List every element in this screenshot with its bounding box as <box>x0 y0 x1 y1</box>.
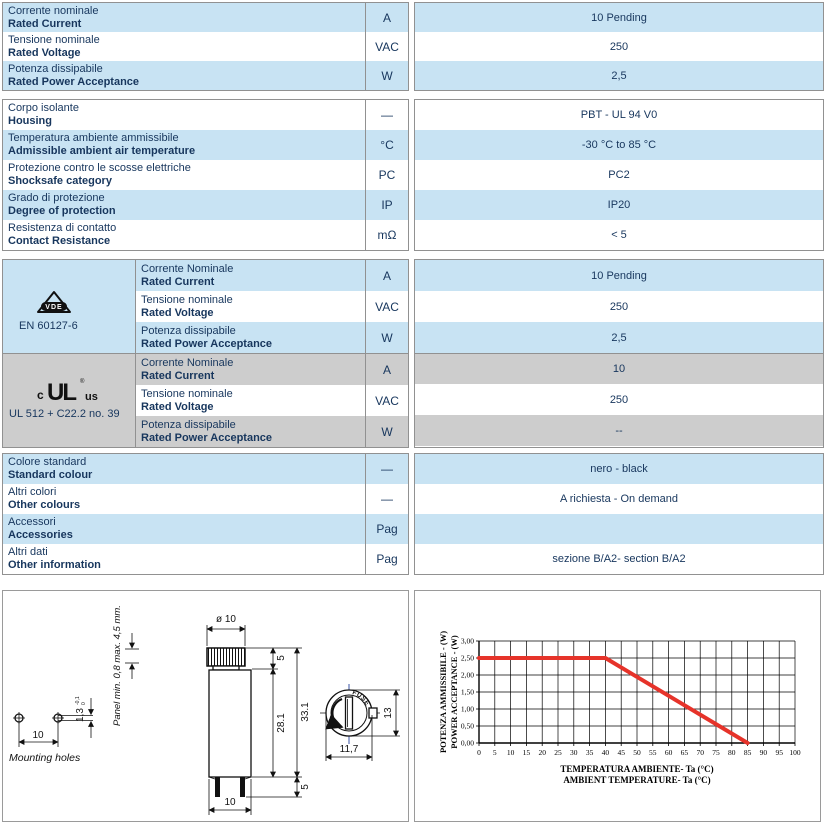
chart-tick-label: 1,50 <box>460 687 474 697</box>
slot-tol-lower: 0 <box>81 702 87 705</box>
label-english: Shocksafe category <box>8 175 112 187</box>
info-table-labels <box>2 453 409 575</box>
value-cell: -30 °C to 85 °C <box>415 130 823 160</box>
value-cell: 2,5 <box>415 322 823 353</box>
unit-cell: A <box>365 260 408 291</box>
spec-label-cell <box>3 130 365 160</box>
spec-row <box>136 291 408 322</box>
spec-row <box>3 100 408 130</box>
value-cell: 2,5 <box>415 61 823 90</box>
spec-row <box>136 260 408 291</box>
spec-row <box>136 322 408 353</box>
spec-label-cell <box>3 32 365 61</box>
label-english: Admissible ambient air temperature <box>8 145 196 157</box>
label-english: Housing <box>8 115 52 127</box>
chart-tick-label: 40 <box>601 748 610 757</box>
spec-label-cell <box>3 160 365 190</box>
unit-cell: A <box>365 354 408 385</box>
spec-row <box>3 220 408 250</box>
unit-cell: VAC <box>365 291 408 322</box>
label-english: Rated Current <box>8 17 82 30</box>
label-italian: Tensione nominale <box>141 387 233 400</box>
chart-xlabel-italian: TEMPERATURA AMBIENTE- Ta (°C) <box>560 764 714 774</box>
unit-cell: Pag <box>365 514 408 544</box>
dimension-drawing-box <box>2 590 409 822</box>
spec-label-cell <box>3 3 365 32</box>
chart-tick-label: 25 <box>554 748 562 757</box>
chart-tick-label: 95 <box>775 748 783 757</box>
ul-mark-cell <box>3 354 136 447</box>
chart-tick-label: 50 <box>633 748 641 757</box>
value-cell <box>415 514 823 544</box>
ul-logo-ul: UL <box>47 379 75 404</box>
spec-row <box>136 354 408 385</box>
value-cell: PBT - UL 94 V0 <box>415 100 823 130</box>
chart-tick-labels <box>461 637 801 757</box>
chart-tick-label: 0 <box>477 748 481 757</box>
unit-cell: — <box>365 454 408 484</box>
value-cell: sezione B/A2- section B/A2 <box>415 544 823 574</box>
chart-tick-label: 75 <box>712 748 720 757</box>
chart-tick-label: 60 <box>664 748 673 757</box>
approval-section-ul <box>3 353 408 447</box>
chart-tick-label: 45 <box>617 748 625 757</box>
spec-label-cell <box>136 385 365 416</box>
spec-label-cell <box>3 220 365 250</box>
total-height-dim: 33.1 <box>300 702 311 722</box>
chart-tick-label: 5 <box>492 748 497 757</box>
approvals-table-values <box>414 259 824 448</box>
spec-table-ratings <box>2 2 824 91</box>
unit-cell: °C <box>365 130 408 160</box>
spec-row <box>3 454 408 484</box>
unit-cell: VAC <box>365 32 408 61</box>
label-english: Rated Current <box>141 275 215 288</box>
spec-row <box>3 160 408 190</box>
unit-cell: VAC <box>365 385 408 416</box>
value-cell: 10 Pending <box>415 3 823 32</box>
unit-cell: A <box>365 3 408 32</box>
derating-chart-box <box>414 590 821 822</box>
slot-width-dim: 1,3 <box>75 708 86 722</box>
spec-row <box>3 544 408 574</box>
front-height-dim: 13 <box>383 707 394 719</box>
approvals-table-labels <box>2 259 409 448</box>
body-height-dim: 28.1 <box>276 713 287 733</box>
vde-logo-letters: VDE <box>45 304 63 311</box>
chart-tick-label: 35 <box>585 748 594 757</box>
value-cell: nero - black <box>415 454 823 484</box>
spec-row <box>3 130 408 160</box>
label-english: Rated Voltage <box>141 306 214 319</box>
chart-tick-label: 0,50 <box>460 721 474 731</box>
chart-xlabel-english: AMBIENT TEMPERATURE- Ta (°C) <box>563 775 711 785</box>
ul-logo <box>35 374 107 404</box>
unit-cell: W <box>365 61 408 90</box>
spec-row <box>3 190 408 220</box>
slot-tol-upper: -0,1 <box>75 696 81 705</box>
unit-cell: IP <box>365 190 408 220</box>
label-italian: Altri dati <box>8 546 48 558</box>
approval-standard: EN 60127-6 <box>19 320 78 332</box>
label-english: Rated Power Acceptance <box>141 337 273 350</box>
label-english: Degree of protection <box>8 205 116 217</box>
label-english: Rated Power Acceptance <box>141 431 273 444</box>
chart-tick-label: 90 <box>759 748 768 757</box>
value-cell: 250 <box>415 291 823 322</box>
chart-tick-label: 70 <box>696 748 704 757</box>
mounting-holes-label: Mounting holes <box>9 752 81 764</box>
body-width-dim: 10 <box>224 797 236 808</box>
spec-row <box>136 416 408 447</box>
chart-tick-label: 15 <box>522 748 531 757</box>
label-english: Contact Resistance <box>8 235 111 247</box>
chart-tick-label: 2,00 <box>460 670 474 680</box>
unit-cell: — <box>365 100 408 130</box>
spec-row <box>3 61 408 90</box>
approval-section-vde <box>3 260 408 353</box>
chart-tick-label: 3,00 <box>460 636 474 646</box>
value-cell: PC2 <box>415 160 823 190</box>
front-width-dim: 11,7 <box>339 744 359 755</box>
chart-tick-label: 65 <box>680 748 689 757</box>
chart-tick-label: 20 <box>538 748 546 757</box>
label-italian: Corrente Nominale <box>141 262 234 275</box>
approvals-table <box>2 259 824 448</box>
chart-tick-label: 0,00 <box>460 738 474 748</box>
approval-standard: UL 512 + C22.2 no. 39 <box>9 408 120 420</box>
spec-label-cell <box>136 322 365 353</box>
chart-tick-label: 1,00 <box>460 704 474 714</box>
approval-rows <box>136 354 408 447</box>
ul-logo-reg: ® <box>80 379 85 385</box>
info-table-values <box>414 453 824 575</box>
label-italian: Grado di protezione <box>8 192 105 204</box>
label-english: Accessories <box>8 529 73 541</box>
approval-rows <box>136 260 408 353</box>
chart-tick-label: 2,50 <box>460 653 474 663</box>
label-italian: Tensione nominale <box>141 293 233 306</box>
label-english: Other information <box>8 559 101 571</box>
label-english: Rated Current <box>141 369 215 382</box>
spec-label-cell <box>3 484 365 514</box>
label-italian: Potenza dissipabile <box>141 418 236 431</box>
spec-row <box>3 3 408 32</box>
label-italian: Altri colori <box>8 486 57 498</box>
label-english: Rated Voltage <box>8 46 81 59</box>
spec-table-general-values <box>414 99 824 251</box>
chart-ylabel-italian: POTENZA AMMISSIBILE - (W) <box>438 630 448 754</box>
label-italian: Corrente nominale <box>8 4 99 17</box>
unit-cell: Pag <box>365 544 408 574</box>
unit-cell: mΩ <box>365 220 408 250</box>
spec-label-cell <box>3 544 365 574</box>
label-italian: Resistenza di contatto <box>8 222 117 234</box>
chart-tick-label: 30 <box>570 748 578 757</box>
value-cell: IP20 <box>415 190 823 220</box>
info-table <box>2 453 824 575</box>
label-italian: Accessori <box>8 516 56 528</box>
label-italian: Potenza dissipabile <box>8 62 103 75</box>
spec-table-general-labels <box>2 99 409 251</box>
label-italian: Corpo isolante <box>8 102 79 114</box>
value-cell: 10 <box>415 353 823 384</box>
cap-height-dim: 5 <box>276 655 287 661</box>
spec-row <box>3 484 408 514</box>
cap-diameter-dim: ø 10 <box>215 614 237 625</box>
fuse-curved-label: FUSE <box>351 689 371 708</box>
chart-ylabel-english: POWER ACCEPTANCE - (W) <box>449 635 459 749</box>
spec-table-ratings-labels <box>2 2 409 91</box>
spec-label-cell <box>3 61 365 90</box>
value-cell: A richiesta - On demand <box>415 484 823 514</box>
label-italian: Potenza dissipabile <box>141 324 236 337</box>
chart-tick-label: 100 <box>789 748 801 757</box>
unit-cell: PC <box>365 160 408 190</box>
spec-label-cell <box>136 260 365 291</box>
spec-label-cell <box>136 291 365 322</box>
vde-logo <box>35 290 73 316</box>
holes-distance-dim: 10 <box>32 730 44 741</box>
chart-tick-label: 55 <box>649 748 657 757</box>
value-cell: 10 Pending <box>415 260 823 291</box>
spec-row <box>136 385 408 416</box>
chart-tick-label: 85 <box>743 748 752 757</box>
unit-cell: W <box>365 416 408 447</box>
bottom-section <box>2 590 824 822</box>
label-english: Standard colour <box>8 469 93 481</box>
spec-row <box>3 32 408 61</box>
mounting-holes-detail <box>9 696 93 764</box>
vde-mark-cell <box>3 260 136 353</box>
spec-label-cell <box>136 416 365 447</box>
chart-series <box>479 658 748 743</box>
derating-chart <box>415 591 820 821</box>
label-italian: Temperatura ambiente ammissibile <box>8 132 179 144</box>
fuseholder-front-view <box>320 684 400 761</box>
label-english: Other colours <box>8 499 81 511</box>
fuseholder-side-view <box>207 614 311 815</box>
spec-label-cell <box>3 100 365 130</box>
value-cell: < 5 <box>415 220 823 250</box>
chart-tick-label: 10 <box>506 748 515 757</box>
label-english: Rated Voltage <box>141 400 214 413</box>
unit-cell: W <box>365 322 408 353</box>
power-derating-curve <box>479 658 748 743</box>
label-english: Rated Power Acceptance <box>8 75 140 88</box>
spec-label-cell <box>136 354 365 385</box>
panel-note: Panel min. 0,8 max. 4,5 mm. <box>112 605 123 726</box>
spec-label-cell <box>3 190 365 220</box>
unit-cell: — <box>365 484 408 514</box>
spec-label-cell <box>3 454 365 484</box>
label-italian: Protezione contro le scosse elettriche <box>8 162 191 174</box>
spec-row <box>3 514 408 544</box>
value-cell: 250 <box>415 32 823 61</box>
spec-table-general <box>2 99 824 251</box>
spec-table-ratings-values <box>414 2 824 91</box>
ul-logo-us: us <box>85 391 98 403</box>
value-cell: 250 <box>415 384 823 415</box>
chart-tick-label: 80 <box>728 748 736 757</box>
dimension-drawing <box>3 591 408 821</box>
label-italian: Colore standard <box>8 456 87 468</box>
panel-note-group <box>112 605 139 726</box>
value-cell: -- <box>415 415 823 446</box>
spec-label-cell <box>3 514 365 544</box>
terminal-length-dim: 5 <box>300 784 311 790</box>
label-italian: Corrente Nominale <box>141 356 234 369</box>
label-italian: Tensione nominale <box>8 33 100 46</box>
ul-logo-c: c <box>37 388 44 402</box>
